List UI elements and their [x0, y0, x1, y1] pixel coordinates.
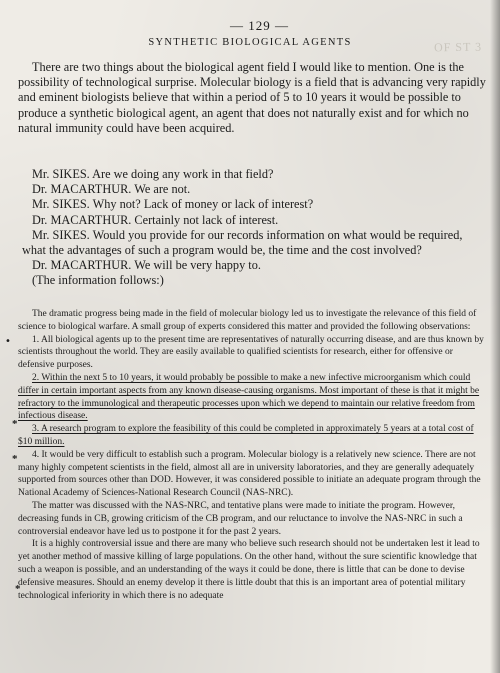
intro-paragraph: [18, 60, 488, 136]
dialogue-line: Mr. SIKES. Would you provide for our records information on what would be required, what the advantages of such a program would be, the time and the cost involved?: [22, 227, 463, 258]
margin-mark: •: [5, 336, 11, 347]
scan-edge-shadow: [490, 0, 500, 673]
insert-para-6: It is a highly controversial issue and there are many who believe such research should not be undertaken lest it lead to yet another method of massive killing of large populations. On the other hand, without the sure scientific knowledge that such a weapon is possible, and an understanding of the ways it could be done, there is little that can be done to devise defensive measures. Should an enemy develop it there is little doubt that this is an important area of potential military technological inferiority in which there is no adequate: [18, 539, 480, 601]
dialogue-line: Dr. MACARTHUR. We will be very happy to.: [32, 258, 261, 273]
page-number: — 129 —: [230, 18, 289, 33]
information-insert: [18, 308, 488, 602]
insert-para-5: The matter was discussed with the NAS-NRC, and tentative plans were made to initiate the program. However, decreasing funds in CB, growing criticism of the CB program, and our reluctance to involve the NAS-NRC in such a controversial endeavor have led us to postpone it for the past 2 years.: [18, 500, 463, 537]
dialogue-line: Dr. MACARTHUR. We are not.: [32, 182, 191, 197]
dialogue-line: Dr. MACARTHUR. Certainly not lack of interest.: [32, 212, 279, 227]
intro-text: There are two things about the biological agent field I would like to mention. One is the possibility of technological surprise. Molecular biology is a field that is advancing very rapidly and eminent biologists believe that within a period of 5 to 10 years it would be possible to produce a synthetic biological agent, an agent that does not naturally exist and for which no natural immunity could have been acquired.: [18, 60, 486, 135]
insert-item-3: 3. A research program to explore the feasibility of this could be completed in approximately 5 years at a total cost of $10 million.: [18, 424, 474, 447]
dialogue-line: Mr. SIKES. Why not? Lack of money or lack of interest?: [32, 197, 314, 212]
dialogue-line: (The information follows:): [32, 273, 164, 288]
insert-intro: The dramatic progress being made in the field of molecular biology led us to investigate the relevance of this field of science to biological warfare. A small group of experts considered this matter and provided the following observations:: [18, 309, 477, 332]
faded-header-text: OF ST 3: [433, 39, 483, 55]
insert-item-2: 2. Within the next 5 to 10 years, it would probably be possible to make a new infective microorganism which could differ in certain important aspects from any known disease-causing organisms. Most important of these is that it might be refractory to the immunological and therapeutic processes upon which we depend to maintain our relative freedom from infectious disease.: [18, 372, 480, 422]
insert-item-4: 4. It would be very difficult to establish such a program. Molecular biology is a relatively new science. There are not many highly competent scientists in the field, almost all are in university laboratories, and they are generally adequately supported from sources other than DOD. However, it was considered possible to initiate an adequate program through the National Academy of Sciences-National Research Council (NAS-NRC).: [18, 449, 481, 499]
dialogue-line: Mr. SIKES. Are we doing any work in that field?: [32, 167, 274, 181]
asterisk-marker: *: [12, 418, 18, 430]
insert-item-1: 1. All biological agents up to the present time are representatives of naturally occurring disease, and are thus known by scientists throughout the world. They are easily available to qualified scientists for research, either for offensive or defensive purposes.: [18, 334, 484, 371]
testimony-dialogue: [22, 167, 486, 289]
asterisk-marker: *: [15, 583, 21, 595]
section-heading: SYNTHETIC BIOLOGICAL AGENTS: [148, 37, 352, 48]
asterisk-marker: *: [12, 453, 18, 465]
